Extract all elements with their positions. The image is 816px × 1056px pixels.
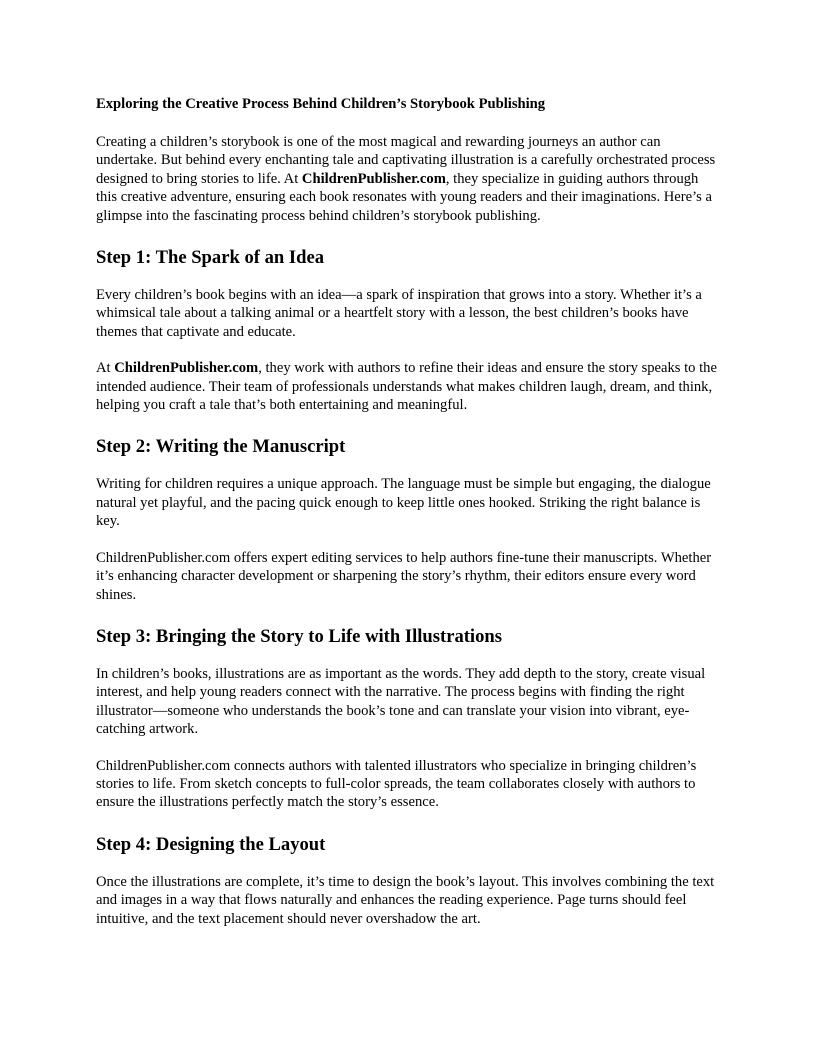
step1-paragraph-2 [96, 359, 720, 414]
intro-text-start: Creating a children’s storybook is one of the most magical and rewarding journeys an author can undertake. But behind every enchanting tale and captivating illustration is a carefully orchestrated process designed to bring stories to life. At [96, 134, 716, 187]
step3-paragraph-1: In children’s books, illustrations are as important as the words. They add depth to the story, create visual interest, and help young readers connect with the narrative. The process begins with finding the right illustrator—someone who understands the book’s tone and can translate your vision into vibrant, eye-catching artwork. [96, 665, 706, 738]
step4-heading: Step 4: Designing the Layout [96, 833, 326, 855]
step2-paragraph-2: ChildrenPublisher.com offers expert editing services to help authors fine-tune their manuscripts. Whether it’s enhancing character development or sharpening the story’s rhythm, their editors ensure every word shines. [96, 549, 712, 603]
step3-paragraph-2: ChildrenPublisher.com connects authors with talented illustrators who specialize in bringing children’s stories to life. From sketch concepts to full-color spreads, the team collaborates closely with authors to ensure the illustrations perfectly match the story’s essence. [96, 757, 697, 811]
step2-paragraph-1: Writing for children requires a unique approach. The language must be simple but engaging, the dialogue natural yet playful, and the pacing quick enough to keep little ones hooked. Striking the right balance is key. [96, 476, 711, 530]
step1-p2-text-end: , they work with authors to refine their ideas and ensure the story speaks to the intended audience. Their team of professionals understands what makes children laugh, dream, and think, helping you craft a tale that’s both entertaining and meaningful. [96, 360, 717, 414]
intro-text-end: , they specialize in guiding authors through this creative adventure, ensuring each book resonates with young readers and their imaginations. Here’s a glimpse into the fascinating process behind children’s storybook publishing. [96, 170, 712, 224]
document-page [96, 95, 720, 946]
step1-heading: Step 1: The Spark of an Idea [96, 247, 324, 269]
intro-paragraph [96, 133, 720, 225]
step4-paragraph-1: Once the illustrations are complete, it’s time to design the book’s layout. This involves combining the text and images in a way that flows naturally and enhances the reading experience. Page turns should feel intuitive, and the text placement should never overshadow the art. [96, 873, 715, 927]
document-title: Exploring the Creative Process Behind Children’s Storybook Publishing [96, 96, 546, 112]
brand-name: ChildrenPublisher.com [114, 360, 259, 377]
step1-paragraph-1: Every children’s book begins with an idea—a spark of inspiration that grows into a story. Whether it’s a whimsical tale about a talking animal or a heartfelt story with a lesson, the best children’s books have themes that captivate and educate. [96, 287, 702, 340]
step2-heading: Step 2: Writing the Manuscript [96, 436, 346, 458]
step1-p2-text-start: At [96, 360, 115, 377]
brand-name: ChildrenPublisher.com [301, 170, 446, 187]
step3-heading: Step 3: Bringing the Story to Life with Illustrations [96, 625, 502, 647]
